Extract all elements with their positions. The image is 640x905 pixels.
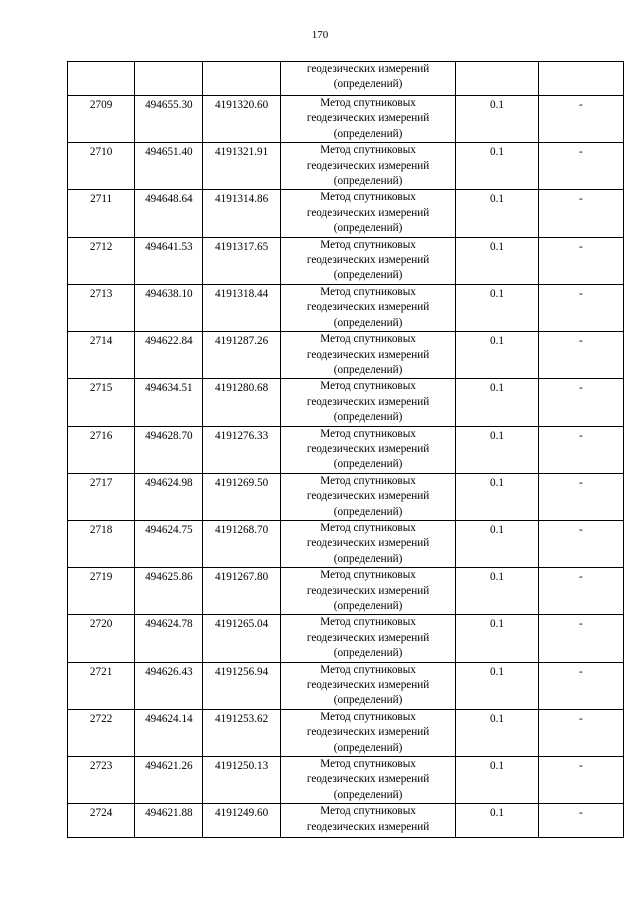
cell-y-coordinate: 4191317.65: [203, 237, 280, 284]
cell-point-id: 2721: [68, 662, 135, 709]
cell-point-id: 2717: [68, 473, 135, 520]
method-line: Метод спутниковых: [320, 144, 416, 157]
method-line: Метод спутниковых: [320, 333, 416, 346]
cell-method: [280, 804, 456, 838]
cell-x-coordinate: 494625.86: [135, 568, 203, 615]
cell-point-id: 2715: [68, 379, 135, 426]
method-line: геодезических измерений: [306, 726, 430, 739]
method-line: геодезических измерений: [306, 159, 430, 172]
method-line: геодезических измерений: [306, 254, 430, 267]
cell-x-coordinate: 494626.43: [135, 662, 203, 709]
cell-x-coordinate: 494624.78: [135, 615, 203, 662]
method-line: геодезических измерений: [306, 206, 430, 219]
method-line: геодезических измерений: [306, 820, 430, 833]
method-line: Метод спутниковых: [320, 427, 416, 440]
table-row: [68, 379, 624, 426]
cell-accuracy: 0.1: [456, 615, 538, 662]
method-line: Метод спутниковых: [320, 285, 416, 298]
table-body: [68, 62, 624, 838]
cell-x-coordinate: [135, 62, 203, 96]
cell-method: [280, 757, 456, 804]
method-line: Метод спутниковых: [320, 380, 416, 393]
cell-x-coordinate: 494624.75: [135, 520, 203, 567]
cell-x-coordinate: 494634.51: [135, 379, 203, 426]
cell-y-coordinate: 4191253.62: [203, 709, 280, 756]
cell-method: [280, 473, 456, 520]
method-line: (определений): [333, 316, 403, 329]
cell-method: [280, 284, 456, 331]
method-line: геодезических измерений: [306, 490, 430, 503]
cell-y-coordinate: 4191320.60: [203, 96, 280, 143]
cell-accuracy: 0.1: [456, 237, 538, 284]
cell-note: -: [538, 237, 623, 284]
cell-y-coordinate: 4191280.68: [203, 379, 280, 426]
method-line: Метод спутниковых: [320, 474, 416, 487]
method-line: (определений): [333, 458, 403, 471]
cell-y-coordinate: 4191318.44: [203, 284, 280, 331]
cell-accuracy: [456, 62, 538, 96]
method-line: (определений): [333, 600, 403, 612]
cell-method: [280, 662, 456, 709]
cell-accuracy: 0.1: [456, 143, 538, 190]
method-line: геодезических измерений: [306, 679, 430, 692]
method-line: (определений): [333, 694, 403, 707]
page-number: 170: [311, 29, 329, 41]
cell-note: -: [538, 143, 623, 190]
cell-method: [280, 143, 456, 190]
cell-x-coordinate: 494628.70: [135, 426, 203, 473]
cell-note: -: [538, 520, 623, 567]
cell-x-coordinate: 494621.26: [135, 757, 203, 804]
table-row: [68, 520, 624, 567]
method-line: (определений): [333, 552, 403, 565]
method-line: (определений): [333, 222, 403, 235]
cell-method: [280, 379, 456, 426]
cell-y-coordinate: 4191276.33: [203, 426, 280, 473]
cell-point-id: 2720: [68, 615, 135, 662]
cell-method: [280, 96, 456, 143]
table-row: [68, 473, 624, 520]
method-line: (определений): [333, 505, 403, 518]
cell-note: -: [538, 804, 623, 838]
method-line: Метод спутниковых: [320, 238, 416, 251]
cell-accuracy: 0.1: [456, 96, 538, 143]
table-row: [68, 332, 624, 379]
cell-accuracy: 0.1: [456, 804, 538, 838]
cell-y-coordinate: [203, 62, 280, 96]
cell-y-coordinate: 4191314.86: [203, 190, 280, 237]
table-row: [68, 143, 624, 190]
cell-note: -: [538, 96, 623, 143]
cell-point-id: 2710: [68, 143, 135, 190]
method-line: геодезических измерений: [306, 112, 430, 125]
cell-method: [280, 426, 456, 473]
cell-accuracy: 0.1: [456, 426, 538, 473]
method-line: Метод спутниковых: [320, 521, 416, 534]
cell-y-coordinate: 4191268.70: [203, 520, 280, 567]
cell-point-id: 2724: [68, 804, 135, 838]
table-row: [68, 615, 624, 662]
cell-method: [280, 615, 456, 662]
cell-point-id: 2713: [68, 284, 135, 331]
cell-y-coordinate: 4191269.50: [203, 473, 280, 520]
method-line: Метод спутниковых: [320, 569, 416, 582]
cell-x-coordinate: 494624.98: [135, 473, 203, 520]
cell-note: -: [538, 426, 623, 473]
method-line: геодезических измерений: [306, 348, 430, 361]
cell-accuracy: 0.1: [456, 520, 538, 567]
method-line: Метод спутниковых: [320, 191, 416, 204]
cell-point-id: [68, 62, 135, 96]
cell-note: [538, 62, 623, 96]
cell-point-id: 2719: [68, 568, 135, 615]
cell-y-coordinate: 4191267.80: [203, 568, 280, 615]
cell-point-id: 2712: [68, 237, 135, 284]
cell-note: -: [538, 473, 623, 520]
method-line: геодезических измерений: [306, 537, 430, 550]
cell-x-coordinate: 494655.30: [135, 96, 203, 143]
table-row: [68, 662, 624, 709]
cell-note: -: [538, 284, 623, 331]
cell-accuracy: 0.1: [456, 662, 538, 709]
table-row: [68, 804, 624, 838]
cell-y-coordinate: 4191265.04: [203, 615, 280, 662]
cell-x-coordinate: 494648.64: [135, 190, 203, 237]
cell-point-id: 2718: [68, 520, 135, 567]
method-line: геодезических измерений: [306, 631, 430, 644]
cell-note: -: [538, 615, 623, 662]
method-line: (определений): [333, 78, 403, 91]
cell-point-id: 2709: [68, 96, 135, 143]
method-line: Метод спутниковых: [320, 616, 416, 629]
cell-x-coordinate: 494638.10: [135, 284, 203, 331]
method-line: (определений): [333, 647, 403, 660]
cell-y-coordinate: 4191256.94: [203, 662, 280, 709]
cell-accuracy: 0.1: [456, 568, 538, 615]
table-row: [68, 237, 624, 284]
cell-y-coordinate: 4191321.91: [203, 143, 280, 190]
method-line: (определений): [333, 127, 403, 140]
cell-point-id: 2711: [68, 190, 135, 237]
method-line: Метод спутниковых: [320, 97, 416, 109]
cell-method: [280, 237, 456, 284]
cell-accuracy: 0.1: [456, 757, 538, 804]
cell-x-coordinate: 494651.40: [135, 143, 203, 190]
method-line: геодезических измерений: [306, 395, 430, 408]
cell-y-coordinate: 4191287.26: [203, 332, 280, 379]
cell-method: [280, 332, 456, 379]
cell-accuracy: 0.1: [456, 709, 538, 756]
table-row: [68, 757, 624, 804]
cell-x-coordinate: 494621.88: [135, 804, 203, 838]
method-line: геодезических измерений: [306, 584, 430, 597]
cell-point-id: 2722: [68, 709, 135, 756]
method-line: (определений): [333, 363, 403, 376]
cell-method: [280, 190, 456, 237]
method-line: Метод спутниковых: [320, 663, 416, 676]
cell-note: -: [538, 190, 623, 237]
method-line: (определений): [333, 411, 403, 424]
table-row: [68, 426, 624, 473]
cell-note: -: [538, 662, 623, 709]
table-row: [68, 96, 624, 143]
cell-y-coordinate: 4191250.13: [203, 757, 280, 804]
cell-point-id: 2723: [68, 757, 135, 804]
cell-method: [280, 62, 456, 96]
cell-x-coordinate: 494624.14: [135, 709, 203, 756]
cell-accuracy: 0.1: [456, 332, 538, 379]
cell-accuracy: 0.1: [456, 190, 538, 237]
cell-method: [280, 520, 456, 567]
cell-accuracy: 0.1: [456, 379, 538, 426]
method-line: (определений): [333, 269, 403, 282]
table-row: [68, 709, 624, 756]
cell-note: -: [538, 709, 623, 756]
cell-point-id: 2714: [68, 332, 135, 379]
method-line: (определений): [333, 788, 403, 801]
method-line: геодезических измерений: [306, 301, 430, 314]
method-line: Метод спутниковых: [320, 710, 416, 723]
method-line: Метод спутниковых: [320, 758, 416, 771]
table-row: [68, 284, 624, 331]
cell-method: [280, 568, 456, 615]
cell-x-coordinate: 494622.84: [135, 332, 203, 379]
cell-x-coordinate: 494641.53: [135, 237, 203, 284]
method-line: (определений): [333, 175, 403, 188]
table-row-continued: [68, 62, 624, 96]
method-line: геодезических измерений: [306, 773, 430, 786]
method-line: (определений): [333, 741, 403, 754]
method-line: геодезических измерений: [306, 63, 430, 75]
cell-y-coordinate: 4191249.60: [203, 804, 280, 838]
cell-note: -: [538, 332, 623, 379]
cell-accuracy: 0.1: [456, 473, 538, 520]
cell-method: [280, 709, 456, 756]
method-line: геодезических измерений: [306, 442, 430, 455]
cell-point-id: 2716: [68, 426, 135, 473]
cell-note: -: [538, 568, 623, 615]
method-line: Метод спутниковых: [320, 805, 416, 818]
table-row: [68, 568, 624, 615]
cell-note: -: [538, 379, 623, 426]
cell-note: -: [538, 757, 623, 804]
cell-accuracy: 0.1: [456, 284, 538, 331]
coordinates-table: [67, 61, 624, 838]
table-row: [68, 190, 624, 237]
